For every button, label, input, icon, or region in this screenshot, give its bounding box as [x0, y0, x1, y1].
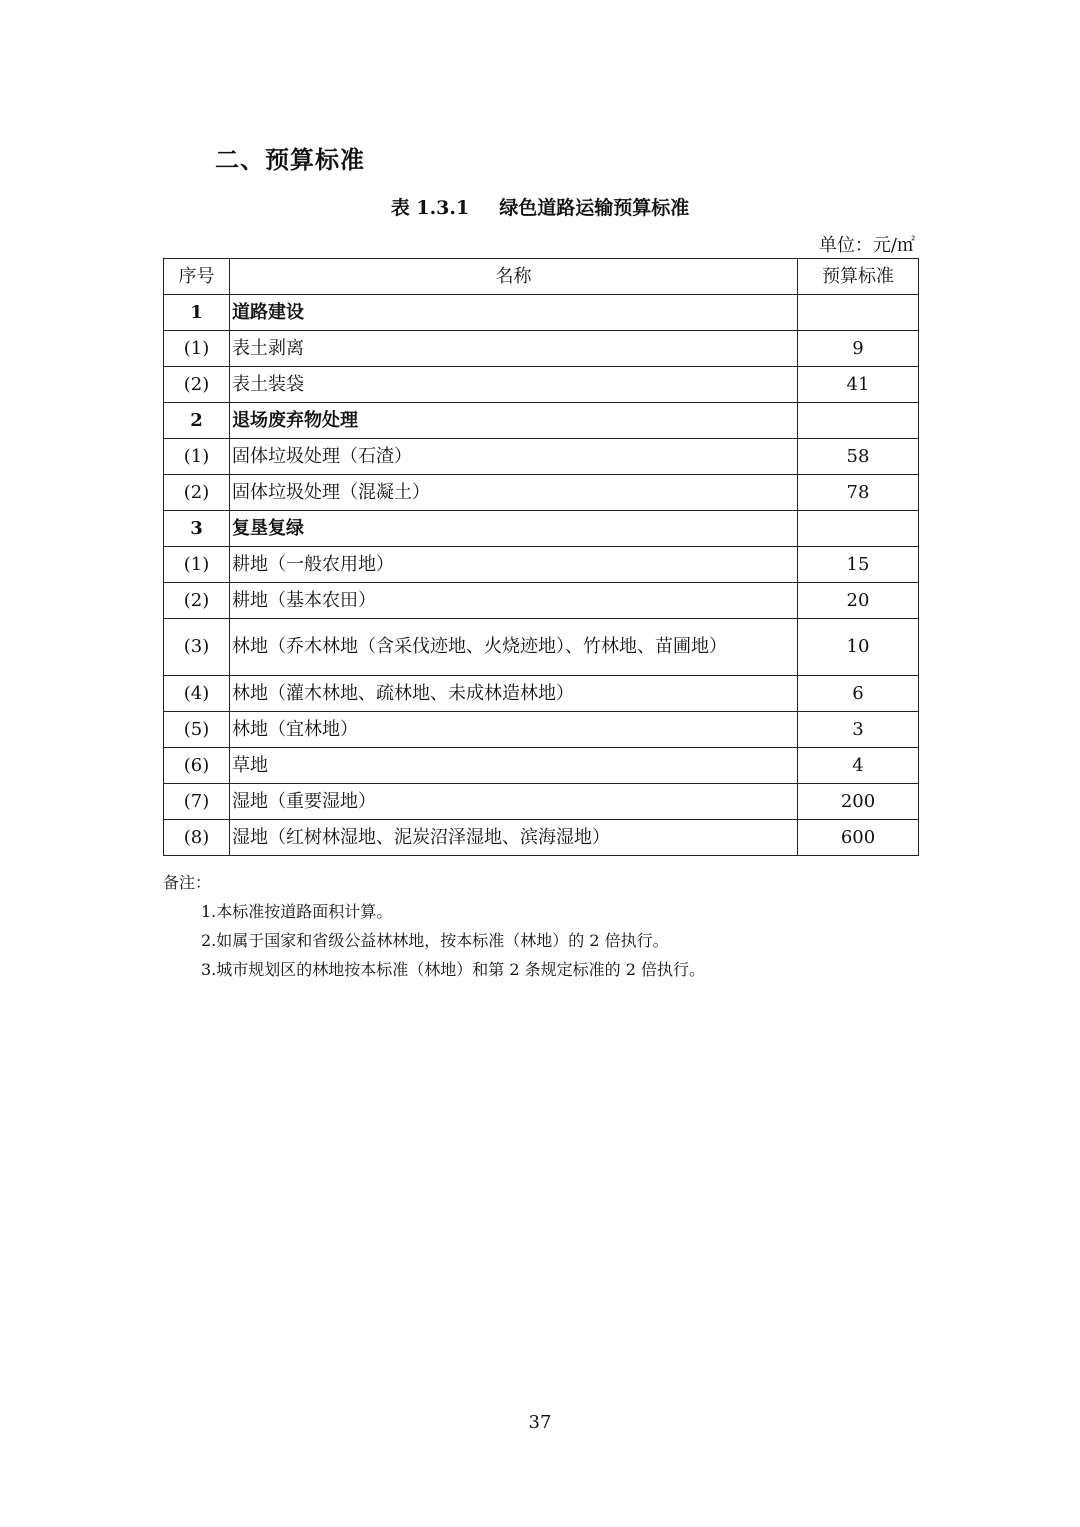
- row-no: 1: [164, 295, 230, 331]
- row-name: 林地（乔木林地（含采伐迹地、火烧迹地）、竹林地、苗圃地）: [230, 619, 798, 676]
- note-item: 1.本标准按道路面积计算。: [201, 902, 393, 921]
- row-value: 41: [798, 367, 919, 403]
- row-value: 58: [798, 439, 919, 475]
- table-number: 表 1.3.1: [390, 197, 470, 219]
- table-row: [164, 676, 919, 712]
- note-item: 2.如属于国家和省级公益林林地，按本标准（林地）的 2 倍执行。: [201, 931, 669, 950]
- row-no: (2): [164, 475, 230, 511]
- row-name: 林地（宜林地）: [230, 712, 798, 748]
- row-name: 固体垃圾处理（石渣）: [230, 439, 798, 475]
- table-row: [164, 712, 919, 748]
- row-no: (6): [164, 748, 230, 784]
- row-no: (2): [164, 583, 230, 619]
- row-no: (1): [164, 331, 230, 367]
- table-header-row: [164, 259, 919, 295]
- row-value: 600: [798, 820, 919, 856]
- notes: [163, 868, 705, 984]
- row-no: (8): [164, 820, 230, 856]
- row-name: 草地: [230, 748, 798, 784]
- row-no: 3: [164, 511, 230, 547]
- row-name: 湿地（重要湿地）: [230, 784, 798, 820]
- row-no: (7): [164, 784, 230, 820]
- unit-note: 单位：元/㎡: [818, 235, 915, 256]
- row-name: 林地（灌木林地、疏林地、未成林造林地）: [230, 676, 798, 712]
- row-value: 6: [798, 676, 919, 712]
- row-no: (1): [164, 547, 230, 583]
- table-row: [164, 784, 919, 820]
- row-value: 20: [798, 583, 919, 619]
- row-name: 耕地（基本农田）: [230, 583, 798, 619]
- note-item: 3.城市规划区的林地按本标准（林地）和第 2 条规定标准的 2 倍执行。: [201, 960, 705, 979]
- row-name: 湿地（红树林湿地、泥炭沼泽湿地、滨海湿地）: [230, 820, 798, 856]
- table-title: 绿色道路运输预算标准: [499, 197, 690, 219]
- row-name: 复垦复绿: [230, 511, 798, 547]
- budget-table: [163, 258, 919, 856]
- section-heading: 二、预算标准: [215, 145, 365, 174]
- row-name: 道路建设: [230, 295, 798, 331]
- table-row: [164, 547, 919, 583]
- table-row: [164, 583, 919, 619]
- table-row: [164, 367, 919, 403]
- row-value: 9: [798, 331, 919, 367]
- row-value: 200: [798, 784, 919, 820]
- header-value: 预算标准: [798, 259, 919, 295]
- table-row: [164, 439, 919, 475]
- table-row: [164, 475, 919, 511]
- table-caption: [0, 193, 1080, 220]
- row-name: 表土装袋: [230, 367, 798, 403]
- row-value: 10: [798, 619, 919, 676]
- row-no: (1): [164, 439, 230, 475]
- table-row: [164, 511, 919, 547]
- row-no: (4): [164, 676, 230, 712]
- row-value: [798, 511, 919, 547]
- row-value: [798, 403, 919, 439]
- header-name: 名称: [230, 259, 798, 295]
- row-name: 耕地（一般农用地）: [230, 547, 798, 583]
- row-name: 退场废弃物处理: [230, 403, 798, 439]
- row-name: 固体垃圾处理（混凝土）: [230, 475, 798, 511]
- table-row: [164, 820, 919, 856]
- row-value: 78: [798, 475, 919, 511]
- row-no: (2): [164, 367, 230, 403]
- page-number: 37: [528, 1412, 552, 1433]
- row-no: 2: [164, 403, 230, 439]
- header-no: 序号: [164, 259, 230, 295]
- table-row: [164, 403, 919, 439]
- row-value: 3: [798, 712, 919, 748]
- row-value: [798, 295, 919, 331]
- table-row: [164, 295, 919, 331]
- notes-label: 备注：: [163, 873, 212, 892]
- row-no: (3): [164, 619, 230, 676]
- row-name: 表土剥离: [230, 331, 798, 367]
- table-row: [164, 331, 919, 367]
- row-value: 15: [798, 547, 919, 583]
- table-row: [164, 619, 919, 676]
- table-row: [164, 748, 919, 784]
- row-value: 4: [798, 748, 919, 784]
- row-no: (5): [164, 712, 230, 748]
